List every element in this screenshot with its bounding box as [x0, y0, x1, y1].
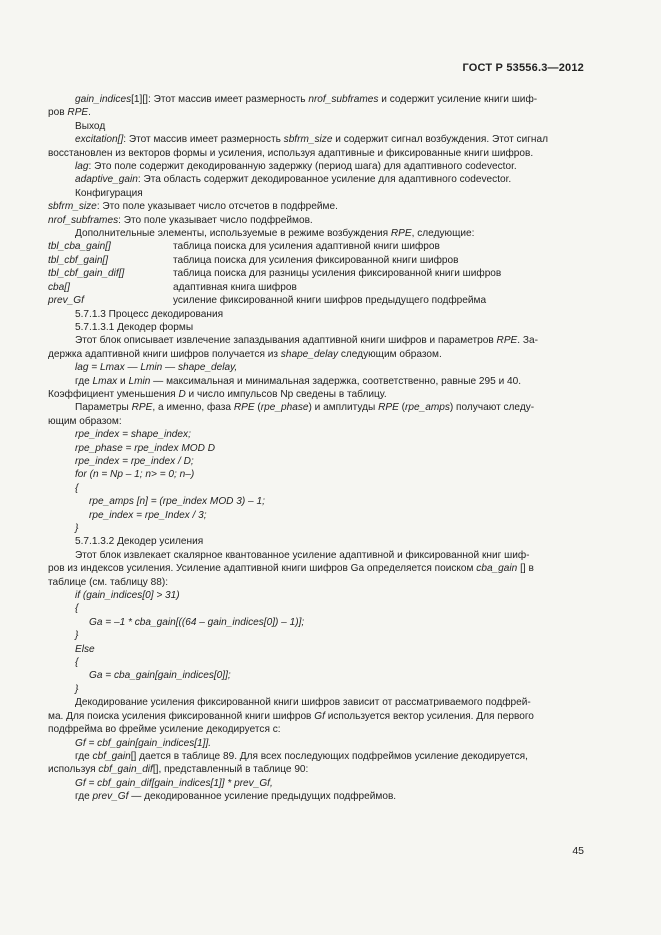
text-line	[48, 763, 584, 776]
text-run: — максимальная и минимальная задержка, соответственно, равные 295 и 40.	[150, 375, 522, 387]
text-line	[48, 106, 584, 119]
subheading-output: Выход	[75, 120, 106, 132]
text-run: — декодированное усиление предыдущих подфреймов.	[128, 791, 397, 803]
text-italic: shape_delay	[280, 348, 339, 360]
equation	[48, 737, 584, 750]
code-line	[48, 522, 584, 535]
section-heading: 5.7.1.3.2 Декодер усиления	[75, 536, 204, 548]
definition-term: tbl_cbf_gain[]	[48, 254, 109, 266]
text-run: используя	[48, 764, 99, 776]
text-run: и	[117, 375, 129, 387]
definition-row	[48, 254, 584, 267]
code-line	[48, 589, 584, 602]
text-line	[48, 160, 584, 173]
code-line	[48, 656, 584, 669]
text-italic: prev_Gf	[92, 791, 129, 803]
code-line	[48, 455, 584, 468]
text-run: , следующие:	[411, 228, 475, 240]
text-run: ров из индексов усиления. Усиление адаптивной книги шифров Ga определяется поиском	[48, 563, 477, 575]
text-run: используется вектор усиления. Для первого	[324, 710, 534, 722]
document-body	[48, 93, 584, 804]
text-run: [] дается в таблице 89. Для всех последующих подфреймов усиление декодируется,	[130, 750, 528, 762]
definition-term: tbl_cba_gain[]	[48, 241, 111, 253]
code-text: Ga = cba_gain[gain_indices[0]];	[89, 670, 231, 682]
text-run: ров	[48, 107, 68, 119]
page-number: 45	[572, 845, 584, 857]
section-heading: 5.7.1.3.1 Декодер формы	[75, 321, 194, 333]
text-italic: RPE	[390, 228, 412, 240]
equation	[48, 361, 584, 374]
text-line	[48, 710, 584, 723]
code-text: Else	[75, 643, 95, 655]
code-text: if (gain_indices[0] > 31)	[75, 590, 180, 602]
text-run: (	[254, 402, 261, 414]
code-line	[48, 442, 584, 455]
code-line	[48, 616, 584, 629]
code-text: {	[75, 482, 79, 494]
text-line	[48, 750, 584, 763]
text-run: и содержит усиление книги шиф-	[378, 94, 538, 105]
text-italic: rpe_amps	[405, 402, 450, 414]
text-line: Декодирование усиления фиксированной книги шифров зависит от рассматриваемого подфрей-	[75, 697, 531, 709]
text-italic: gain_indices	[75, 94, 132, 105]
text-italic: RPE	[378, 402, 399, 414]
code-text: rpe_index = rpe_index / D;	[75, 455, 194, 467]
text-line	[48, 214, 584, 227]
code-text: }	[75, 630, 79, 642]
text-italic: adaptive_gain	[75, 174, 138, 186]
text-italic: cbf_gain_dif	[98, 764, 153, 776]
text-run: [1][]: Этот массив имеет размерность	[131, 94, 309, 105]
code-text: }	[75, 523, 79, 534]
definition-text: таблица поиска для усиления фиксированной книги шифров	[173, 254, 459, 266]
text-run: . За-	[517, 335, 538, 347]
text-run: держка адаптивной книги шифров получается из	[48, 348, 281, 360]
code-line	[48, 629, 584, 642]
text-italic: lag	[75, 161, 89, 173]
code-text: rpe_index = shape_index;	[75, 429, 191, 441]
text-line	[48, 200, 584, 213]
code-line	[48, 428, 584, 441]
text-italic: Lmin	[128, 375, 151, 387]
text-line	[48, 173, 584, 186]
text-run: где	[75, 791, 93, 803]
code-line	[48, 468, 584, 481]
code-text: {	[75, 603, 79, 615]
code-text: rpe_index = rpe_Index / 3;	[89, 509, 207, 521]
text-run: Этот блок описывает извлечение запаздывания адаптивной книги шифров и параметров	[75, 335, 497, 347]
code-text: {	[75, 657, 79, 669]
code-text: rpe_amps [n] = (rpe_index MOD 3) – 1;	[89, 496, 265, 508]
text-line	[48, 348, 584, 361]
text-italic: RPE	[233, 402, 255, 414]
text-italic: Lmax	[92, 375, 118, 387]
text-run: ) и амплитуды	[308, 402, 379, 414]
equation-text: lag = Lmax — Lmin — shape_delay,	[75, 362, 238, 374]
text-run: где	[75, 750, 93, 762]
text-italic: RPE	[131, 402, 153, 414]
text-line	[48, 334, 584, 347]
text-line	[48, 562, 584, 575]
text-line	[48, 401, 584, 414]
text-run: , а именно, фаза	[152, 402, 234, 414]
text-run: : Это поле указывает число подфреймов.	[118, 214, 313, 226]
definition-row	[48, 240, 584, 253]
text-line	[48, 375, 584, 388]
text-run: где	[75, 375, 93, 387]
text-italic: RPE	[496, 335, 518, 347]
equation	[48, 777, 584, 790]
equation-text: Gf = cbf_gain_dif[gain_indices[1]] * prev_Gf,	[75, 777, 273, 789]
definition-text: таблица поиска для усиления адаптивной книги шифров	[173, 241, 440, 253]
document-header: ГОСТ Р 53556.3—2012	[462, 62, 584, 74]
code-line	[48, 482, 584, 495]
code-text: for (n = Np – 1; n> = 0; n–)	[75, 469, 195, 481]
code-text: Ga = –1 * cba_gain[((64 – gain_indices[0]) – 1)];	[89, 616, 305, 628]
text-line: Этот блок извлекает скалярное квантованное усиление адаптивной и фиксированной книг шиф-	[75, 549, 530, 561]
text-run: Дополнительные элементы, используемые в режиме возбуждения	[75, 228, 391, 240]
text-line	[48, 133, 584, 146]
definition-row	[48, 294, 584, 307]
definition-row	[48, 281, 584, 294]
code-line	[48, 602, 584, 615]
text-run: : Эта область содержит декодированное усиление для адаптивного codevector.	[137, 174, 512, 186]
text-italic: nrof_subframes	[308, 94, 379, 105]
subheading-config: Конфигурация	[75, 187, 143, 199]
definition-text: адаптивная книга шифров	[173, 281, 297, 293]
text-line: таблице (см. таблицу 88):	[48, 576, 169, 588]
text-line	[48, 388, 584, 401]
definition-term: prev_Gf	[48, 295, 84, 307]
text-run: следующим образом.	[338, 348, 442, 360]
text-italic: excitation[]	[75, 134, 124, 146]
text-run: [], представленный в таблице 90:	[152, 764, 309, 776]
text-run: : Это поле указывает число отсчетов в подфрейме.	[96, 201, 338, 213]
text-line	[48, 227, 584, 240]
text-run: .	[88, 107, 91, 119]
text-run: : Это поле содержит декодированную задержку (период шага) для адаптивного codevector.	[88, 161, 517, 173]
code-line	[48, 509, 584, 522]
code-text: rpe_phase = rpe_index MOD D	[75, 442, 215, 454]
text-run: : Этот массив имеет размерность	[123, 134, 284, 146]
text-line	[48, 93, 584, 106]
code-line	[48, 495, 584, 508]
text-run: Параметры	[75, 402, 132, 414]
code-text: }	[75, 683, 79, 695]
text-italic: sbfrm_size	[283, 134, 333, 146]
text-run: Коэффициент уменьшения	[48, 388, 179, 400]
text-run: и содержит сигнал возбуждения. Этот сигнал	[332, 134, 548, 146]
text-italic: cbf_gain	[92, 750, 131, 762]
text-line: восстановлен из векторов формы и усиления, используя адаптивные и фиксированные книги шифров.	[48, 147, 534, 159]
text-italic: nrof_subframes	[48, 214, 119, 226]
definition-text: усиление фиксированной книги шифров предыдущего подфрейма	[173, 295, 487, 307]
text-line: подфрейма во фрейме усиление декодируется с:	[48, 724, 281, 736]
definition-text: таблица поиска для разницы усиления фиксированной книги шифров	[173, 268, 502, 280]
definition-term: cba[]	[48, 281, 70, 293]
text-run: [] в	[517, 563, 534, 575]
definition-row	[48, 267, 584, 280]
text-run: ) получают следу-	[449, 402, 535, 414]
text-line: ющим образом:	[48, 415, 122, 427]
code-line	[48, 683, 584, 696]
text-run: ма. Для поиска усиления фиксированной книги шифров	[48, 710, 315, 722]
text-line	[48, 790, 584, 803]
text-italic: sbfrm_size	[48, 201, 97, 213]
section-heading: 5.7.1.3 Процесс декодирования	[75, 308, 224, 320]
code-line	[48, 643, 584, 656]
text-italic: D	[178, 388, 186, 400]
text-run: и число импульсов Np сведены в таблицу.	[185, 388, 387, 400]
text-italic: rpe_phase	[260, 402, 309, 414]
text-run: (	[398, 402, 405, 414]
text-italic: cba_gain	[476, 563, 518, 575]
text-italic: Gf	[314, 710, 325, 722]
definition-term: tbl_cbf_gain_dif[]	[48, 268, 125, 280]
equation-text: Gf = cbf_gain[gain_indices[1]].	[75, 737, 212, 749]
code-line	[48, 669, 584, 682]
text-italic: RPE	[67, 107, 89, 119]
